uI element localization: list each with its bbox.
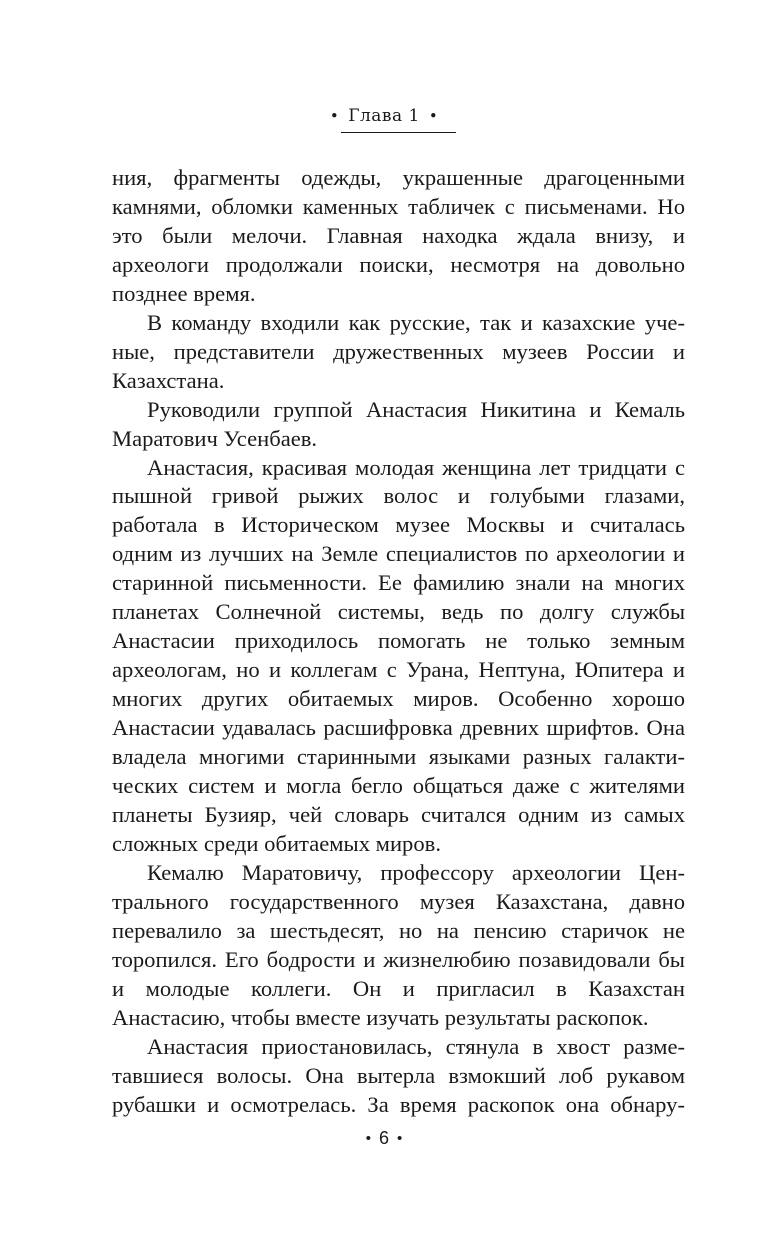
paragraph: Анастасия приостановилась, стянула в хвост разметавшиеся волосы. Она вытерла взмокший лоб рукавом рубашки и осмотрелась. За время раскопок она обнару- xyxy=(112,1033,685,1117)
paragraph: ния, фрагменты одежды, украшенные драгоценными камнями, обломки каменных табличек с письменами. Но это были мелочи. Главная находка ждала внизу, и археологи продолжали поиски, несмотря на довольно позднее время. xyxy=(112,165,685,306)
bullet-icon: • xyxy=(428,107,439,125)
paragraph: В команду входили как русские, так и казахские ученые, представители дружественных музеев России и Казахстана. xyxy=(112,309,685,393)
paragraph: Руководили группой Анастасия Никитина и Кемаль Маратович Усенбаев. xyxy=(112,396,685,451)
body-text xyxy=(112,164,685,1119)
bullet-icon: • xyxy=(365,1130,371,1147)
page-number: 6 xyxy=(378,1128,389,1148)
bullet-icon: • xyxy=(329,107,340,125)
running-head xyxy=(0,104,768,128)
bullet-icon: • xyxy=(397,1130,403,1147)
paragraph: Анастасия, красивая молодая женщина лет тридцати с пышной гривой рыжих волос и голубыми глазами, работала в Историческом музее Москвы и считалась одним из лучших на Земле специалистов по археологии и старинной письменности. Ее фамилию знали на многих планетах Солнечной системы, ведь по долгу службы Анастасии приходилось помогать не только земным археологам, но и коллегам с Урана, Нептуна, Юпитера и многих других обитаемых миров. Особенно хорошо Анастасии удавалась расшифровка древних шрифтов. Она владела многими старинными языками разных галактических систем и могла бегло общаться даже с жителями планеты Бузияр, чей словарь считался одним из самых сложных среди обитаемых миров. xyxy=(112,454,685,856)
chapter-label: Глава 1 xyxy=(348,106,420,126)
paragraph: Кемалю Маратовичу, профессору археологии Центрального государственного музея Казахстана, давно перевалило за шестьдесят, но на пенсию старичок не торопился. Его бодрости и жизнелюбию позавидовали бы и молодые коллеги. Он и пригласил в Казахстан Анастасию, чтобы вместе изучать результаты раскопок. xyxy=(112,859,685,1030)
header-rule xyxy=(341,132,456,133)
page-number-footer xyxy=(0,1127,768,1150)
